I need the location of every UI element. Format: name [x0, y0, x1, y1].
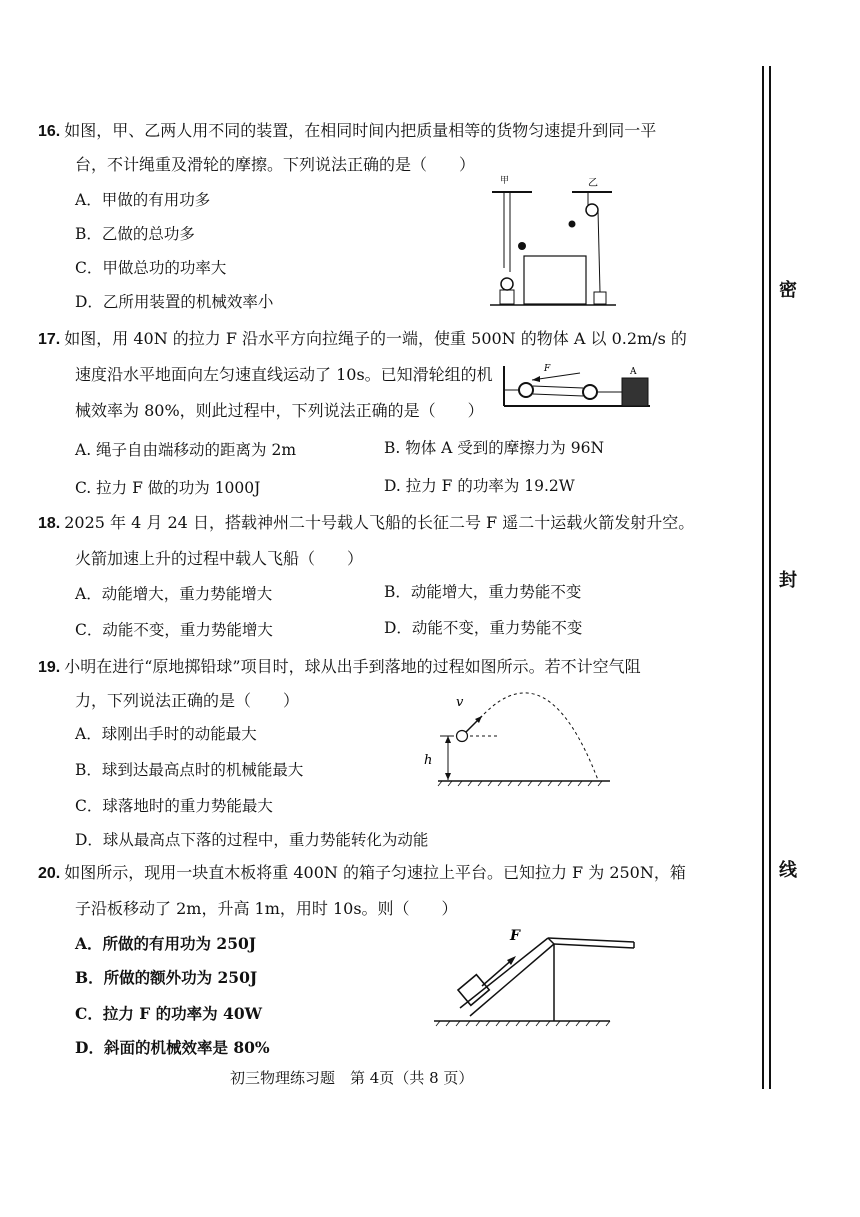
q16-pulley-figure — [488, 172, 618, 312]
q19-option-b[interactable]: B．球到达最高点时的机械能最大 — [75, 761, 304, 779]
q18-option-a[interactable]: A．动能增大，重力势能增大 — [75, 585, 273, 603]
q16-line1: 16. 如图，甲、乙两人用不同的装置，在相同时间内把质量相等的货物匀速提升到同一平 — [38, 121, 657, 140]
q18-option-b[interactable]: B．动能增大，重力势能不变 — [384, 583, 582, 601]
q17-line1: 17. 如图，用 40N 的拉力 F 沿水平方向拉绳子的一端，使重 500N 的物体 A 以 0.2m/s 的 — [38, 329, 687, 348]
seal-char-xian: 线 — [779, 860, 797, 881]
seal-line-right — [769, 66, 771, 1089]
q18-line1: 18. 2025 年 4 月 24 日，搭载神州二十号载人飞船的长征二号 F 遥二十运载火箭发射升空。 — [38, 513, 695, 532]
q17-fig-label-f: F — [544, 364, 551, 374]
q18-option-d[interactable]: D．动能不变，重力势能不变 — [384, 619, 583, 637]
q16-fig-label-yi: 乙 — [588, 178, 598, 189]
q17-option-c[interactable]: C. 拉力 F 做的功为 1000J — [75, 479, 261, 497]
q20-option-d[interactable]: D．斜面的机械效率是 80% — [75, 1038, 270, 1057]
q16-line2: 台，不计绳重及滑轮的摩擦。下列说法正确的是（ ） — [75, 155, 476, 174]
q16-number: 16. — [38, 123, 61, 140]
q16-option-d[interactable]: D．乙所用装置的机械效率小 — [75, 293, 274, 311]
q16-option-a[interactable]: A．甲做的有用功多 — [75, 191, 211, 209]
q17-number: 17. — [38, 331, 61, 348]
seal-char-mi: 密 — [779, 280, 797, 301]
page-footer: 初三物理练习题 第 4页（共 8 页） — [230, 1069, 474, 1087]
q20-option-c[interactable]: C．拉力 F 的功率为 40W — [75, 1004, 263, 1023]
q17-option-d[interactable]: D. 拉力 F 的功率为 19.2W — [384, 477, 575, 495]
q20-line1: 20. 如图所示，现用一块直木板将重 400N 的箱子匀速拉上平台。已知拉力 F 为 250N，箱 — [38, 863, 686, 882]
q20-incline-figure — [430, 924, 640, 1028]
seal-line-left — [762, 66, 764, 1089]
q19-option-a[interactable]: A．球刚出手时的动能最大 — [75, 725, 257, 743]
q19-line1: 19. 小明在进行“原地掷铅球”项目时，球从出手到落地的过程如图所示。若不计空气阻 — [38, 657, 641, 676]
q17-option-a[interactable]: A. 绳子自由端移动的距离为 2m — [75, 441, 297, 459]
q20-fig-label-f: F — [510, 928, 520, 944]
q19-fig-label-v: v — [456, 695, 464, 710]
q19-line2: 力，下列说法正确的是（ ） — [75, 691, 300, 710]
q17-option-b[interactable]: B. 物体 A 受到的摩擦力为 96N — [384, 439, 605, 457]
q17-fig-label-a: A — [630, 367, 637, 377]
q18-line2: 火箭加速上升的过程中载人飞船（ ） — [75, 549, 364, 568]
q16-fig-label-jia: 甲 — [500, 176, 510, 186]
q20-line2: 子沿板移动了 2m，升高 1m，用时 10s。则（ ） — [75, 899, 458, 918]
q19-shot-put-figure — [418, 690, 614, 790]
q19-option-c[interactable]: C．球落地时的重力势能最大 — [75, 797, 273, 815]
q20-option-a[interactable]: A．所做的有用功为 250J — [75, 934, 257, 953]
q17-line2: 速度沿水平地面向左匀速直线运动了 10s。已知滑轮组的机 — [75, 365, 493, 384]
q19-option-d[interactable]: D．球从最高点下落的过程中，重力势能转化为动能 — [75, 831, 429, 849]
q18-option-c[interactable]: C．动能不变，重力势能增大 — [75, 621, 273, 639]
q16-option-b[interactable]: B．乙做的总功多 — [75, 225, 195, 243]
seal-char-feng: 封 — [779, 570, 797, 591]
q20-number: 20. — [38, 865, 61, 882]
q18-number: 18. — [38, 515, 61, 532]
q20-option-b[interactable]: B．所做的额外功为 250J — [75, 968, 258, 987]
q19-fig-label-h: h — [424, 753, 433, 768]
q17-pulley-block-figure — [500, 360, 652, 414]
q16-option-c[interactable]: C．甲做总功的功率大 — [75, 259, 227, 277]
q17-line3: 械效率为 80%，则此过程中，下列说法正确的是（ ） — [75, 401, 484, 420]
q19-number: 19. — [38, 659, 61, 676]
